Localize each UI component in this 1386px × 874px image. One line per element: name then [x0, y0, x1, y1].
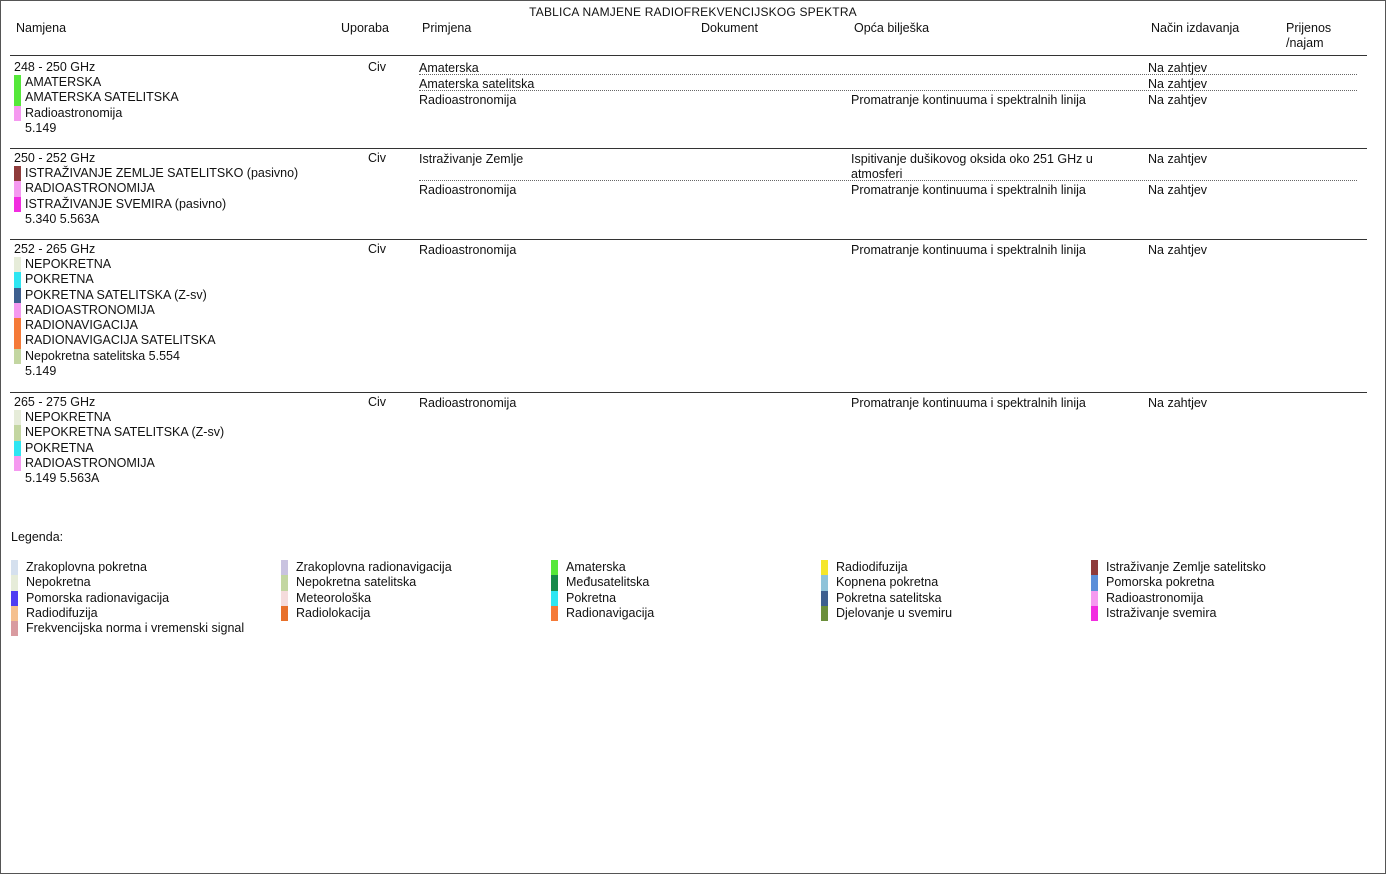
header-primjena: Primjena — [422, 21, 472, 35]
legend-color-swatch — [551, 575, 558, 590]
application-nacin-izdavanja: Na zahtjev — [1148, 77, 1208, 91]
application-nacin-izdavanja: Na zahtjev — [1148, 396, 1208, 410]
legend-color-swatch — [821, 591, 828, 606]
application-nacin-izdavanja: Na zahtjev — [1148, 61, 1208, 75]
band-frequency: 252 - 265 GHz — [14, 242, 96, 256]
band-allocations — [14, 75, 179, 136]
allocation-color-swatch — [14, 333, 21, 348]
legend-title: Legenda: — [11, 530, 64, 544]
legend-label: Zrakoplovna radionavigacija — [296, 560, 452, 574]
legend-color-swatch — [11, 606, 18, 621]
legend-label: Kopnena pokretna — [836, 575, 939, 590]
allocation-item — [14, 441, 224, 456]
legend-color-swatch — [11, 591, 18, 606]
allocation-label: NEPOKRETNA — [25, 257, 112, 271]
allocation-item — [14, 333, 216, 348]
legend-label: Frekvencijska norma i vremenski signal — [26, 621, 245, 636]
allocation-item — [14, 166, 298, 181]
allocation-color-swatch — [14, 349, 21, 364]
allocation-item — [14, 288, 216, 303]
allocation-label: Radioastronomija — [25, 105, 123, 120]
legend-item — [1091, 575, 1214, 590]
band-divider — [10, 148, 1367, 149]
allocation-label: NEPOKRETNA SATELITSKA (Z-sv) — [25, 425, 225, 440]
band-uporaba: Civ — [368, 151, 387, 165]
allocation-label: RADIONAVIGACIJA SATELITSKA — [25, 333, 216, 348]
allocation-label: RADIOASTRONOMIJA — [25, 455, 155, 470]
legend-item — [821, 606, 952, 621]
allocation-item — [14, 197, 298, 212]
legend-item — [11, 560, 147, 575]
allocation-label: POKRETNA — [25, 440, 94, 455]
header-opca-biljeska: Opća bilješka — [854, 21, 930, 35]
allocation-item — [14, 349, 216, 364]
allocation-color-swatch — [14, 410, 21, 425]
allocation-label: AMATERSKA SATELITSKA — [25, 90, 179, 105]
application-nacin-izdavanja: Na zahtjev — [1148, 93, 1208, 107]
band-uporaba: Civ — [368, 60, 387, 74]
band-uporaba: Civ — [368, 242, 387, 256]
legend-item — [11, 591, 169, 606]
allocation-item — [14, 318, 216, 333]
legend-color-swatch — [821, 560, 828, 575]
legend-item — [1091, 606, 1216, 621]
application-primjena: Amaterska satelitska — [419, 77, 535, 91]
allocation-label: RADIOASTRONOMIJA — [25, 181, 155, 196]
band-row — [0, 239, 1386, 392]
legend-color-swatch — [1091, 575, 1098, 590]
legend-label: Radiodifuzija — [836, 560, 908, 574]
allocation-label: POKRETNA — [25, 272, 94, 287]
allocation-label: 5.340 5.563A — [25, 211, 100, 226]
band-allocations — [14, 257, 216, 379]
application-primjena: Amaterska — [419, 61, 479, 75]
allocation-item — [14, 106, 179, 121]
header-nacin-izdavanja: Način izdavanja — [1151, 21, 1240, 35]
legend-item — [11, 606, 98, 621]
application-divider — [419, 90, 1357, 91]
legend-item — [551, 560, 626, 575]
legend-label: Međusatelitska — [566, 575, 650, 590]
legend-label: Radioastronomija — [1106, 590, 1204, 605]
allocation-label: NEPOKRETNA — [25, 410, 112, 424]
legend-label: Istraživanje Zemlje satelitsko — [1106, 560, 1266, 574]
legend-item — [1091, 560, 1266, 575]
allocation-item — [14, 456, 224, 471]
legend-item — [551, 591, 616, 606]
band-divider — [10, 392, 1367, 393]
legend-label: Nepokretna satelitska — [296, 575, 417, 590]
band-divider — [10, 239, 1367, 240]
allocation-label: RADIONAVIGACIJA — [25, 318, 138, 333]
application-nacin-izdavanja: Na zahtjev — [1148, 243, 1208, 257]
legend-label: Zrakoplovna pokretna — [26, 560, 147, 574]
band-frequency: 248 - 250 GHz — [14, 60, 96, 74]
allocation-color-swatch — [14, 257, 21, 272]
legend-item — [11, 575, 91, 590]
application-primjena: Istraživanje Zemlje — [419, 152, 524, 166]
allocation-color-swatch — [14, 90, 21, 105]
legend-color-swatch — [821, 575, 828, 590]
header-prijenos — [1286, 21, 1331, 51]
legend-label: Pokretna satelitska — [836, 590, 942, 605]
band-uporaba: Civ — [368, 395, 387, 409]
allocation-footnote — [14, 364, 216, 379]
legend-color-swatch — [1091, 560, 1098, 575]
legend-label: Radiolokacija — [296, 605, 371, 620]
application-primjena: Radioastronomija — [419, 183, 517, 197]
allocation-label: ISTRAŽIVANJE SVEMIRA (pasivno) — [25, 196, 227, 211]
band-frequency: 250 - 252 GHz — [14, 151, 96, 165]
allocation-color-swatch — [14, 303, 21, 318]
allocation-item — [14, 272, 216, 287]
allocation-label: AMATERSKA — [25, 75, 102, 89]
legend-color-swatch — [281, 560, 288, 575]
application-primjena: Radioastronomija — [419, 93, 517, 107]
legend-item — [1091, 591, 1203, 606]
band-allocations — [14, 410, 224, 486]
allocation-color-swatch — [14, 106, 21, 121]
legend-label: Pomorska pokretna — [1106, 575, 1215, 590]
allocation-item — [14, 181, 298, 196]
page-title: TABLICA NAMJENE RADIOFREKVENCIJSKOG SPEKTRA — [529, 5, 857, 19]
legend-color-swatch — [11, 575, 18, 590]
application-biljeska: Promatranje kontinuuma i spektralnih linija — [851, 93, 1086, 107]
application-primjena: Radioastronomija — [419, 243, 517, 257]
legend-item — [551, 606, 654, 621]
allocation-color-swatch — [14, 181, 21, 196]
allocation-color-swatch — [14, 272, 21, 287]
legend-color-swatch — [551, 560, 558, 575]
allocation-footnote — [14, 212, 298, 227]
allocation-item — [14, 257, 216, 272]
allocation-item — [14, 303, 216, 318]
allocation-item — [14, 75, 179, 90]
legend-color-swatch — [11, 621, 18, 636]
header-dokument: Dokument — [701, 21, 758, 35]
legend-label: Meteorološka — [296, 590, 372, 605]
legend-label: Istraživanje svemira — [1106, 605, 1217, 620]
legend-label: Pokretna — [566, 590, 617, 605]
band-row — [0, 392, 1386, 520]
allocation-item — [14, 425, 224, 440]
allocation-color-swatch — [14, 318, 21, 333]
legend-item — [281, 591, 371, 606]
legend-label: Djelovanje u svemiru — [836, 605, 953, 620]
legend-item — [281, 560, 452, 575]
legend-color-swatch — [281, 591, 288, 606]
legend-item — [821, 591, 942, 606]
allocation-color-swatch — [14, 441, 21, 456]
allocation-label: 5.149 — [25, 364, 57, 379]
allocation-color-swatch — [14, 166, 21, 181]
application-biljeska: Ispitivanje dušikovog oksida oko 251 GHz u atmosferi — [851, 152, 1093, 181]
legend-color-swatch — [821, 606, 828, 621]
legend-color-swatch — [1091, 606, 1098, 621]
header-prijenos-line1: Prijenos — [1286, 21, 1332, 35]
allocation-item — [14, 410, 224, 425]
application-nacin-izdavanja: Na zahtjev — [1148, 183, 1208, 197]
allocation-label: ISTRAŽIVANJE ZEMLJE SATELITSKO (pasivno) — [25, 166, 299, 180]
legend-item — [551, 575, 649, 590]
header-namjena: Namjena — [16, 21, 67, 35]
band-row — [0, 148, 1386, 239]
application-biljeska: Promatranje kontinuuma i spektralnih linija — [851, 396, 1086, 410]
allocation-color-swatch — [14, 75, 21, 90]
legend-color-swatch — [281, 606, 288, 621]
allocation-color-swatch — [14, 197, 21, 212]
allocation-label: RADIOASTRONOMIJA — [25, 302, 155, 317]
legend-color-swatch — [551, 606, 558, 621]
legend-color-swatch — [281, 575, 288, 590]
application-nacin-izdavanja: Na zahtjev — [1148, 152, 1208, 166]
allocation-label: Nepokretna satelitska 5.554 — [25, 348, 180, 363]
legend-item — [821, 575, 938, 590]
allocation-footnote — [14, 471, 224, 486]
legend-item — [281, 575, 416, 590]
allocation-item — [14, 90, 179, 105]
legend-color-swatch — [11, 560, 18, 575]
application-divider — [419, 74, 1357, 75]
legend-label: Radionavigacija — [566, 605, 655, 620]
legend-label: Radiodifuzija — [26, 605, 98, 620]
application-biljeska: Promatranje kontinuuma i spektralnih linija — [851, 243, 1086, 257]
allocation-color-swatch — [14, 456, 21, 471]
application-primjena: Radioastronomija — [419, 396, 517, 410]
legend-color-swatch — [1091, 591, 1098, 606]
header-divider — [10, 55, 1367, 56]
legend-item — [281, 606, 370, 621]
legend-label: Amaterska — [566, 560, 626, 574]
allocation-label: 5.149 — [25, 120, 57, 135]
legend-item — [11, 621, 244, 636]
header-prijenos-line2: /najam — [1286, 36, 1324, 50]
header-uporaba: Uporaba — [341, 21, 389, 35]
allocation-label: 5.149 5.563A — [25, 471, 100, 486]
legend-label: Nepokretna — [26, 575, 91, 590]
allocation-color-swatch — [14, 425, 21, 440]
allocation-footnote — [14, 121, 179, 136]
band-row — [0, 57, 1386, 148]
application-divider — [419, 180, 1357, 181]
legend-color-swatch — [551, 591, 558, 606]
band-frequency: 265 - 275 GHz — [14, 395, 96, 409]
application-biljeska: Promatranje kontinuuma i spektralnih linija — [851, 183, 1086, 197]
legend-label: Pomorska radionavigacija — [26, 590, 170, 605]
allocation-label: POKRETNA SATELITSKA (Z-sv) — [25, 287, 207, 302]
allocation-color-swatch — [14, 288, 21, 303]
band-allocations — [14, 166, 298, 227]
legend-item — [821, 560, 908, 575]
